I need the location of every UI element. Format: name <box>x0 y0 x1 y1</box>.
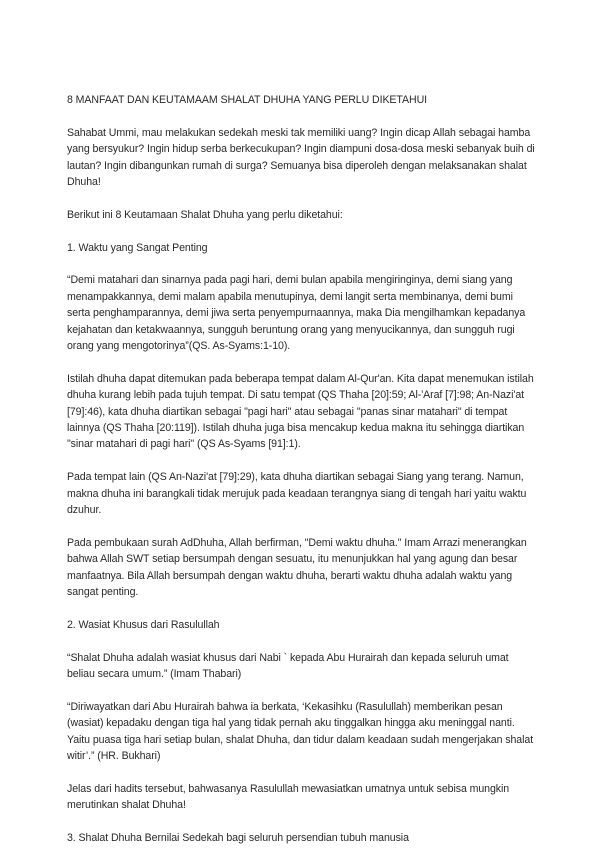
section-heading-3: 3. Shalat Dhuha Bernilai Sedekah bagi seluruh persendian tubuh manusia <box>67 832 409 845</box>
paragraph-conclusion: Jelas dari hadits tersebut, bahwasanya Rasulullah mewasiatkan umatnya untuk sebisa mungkin merutinkan shalat Dhuha! <box>67 782 510 812</box>
paragraph-pembukaan-surah: Pada pembukaan surah AdDhuha, Allah berfirman, "Demi waktu dhuha." Imam Arrazi menerangkan bahwa Allah SWT setiap bersumpah dengan sesuatu, itu menunjukkan hal yang agung dan besar manfaatnya. Bila Allah bersumpah dengan waktu dhuha, berarti waktu dhuha adalah waktu yang sangat penting. <box>67 536 527 599</box>
paragraph-intro: Sahabat Ummi, mau melakukan sedekah meski tak memiliki uang? Ingin dicap Allah sebagai hamba yang bersyukur? Ingin hidup serba berkecukupan? Ingin diampuni dosa-dosa meski sebanyak buih di lautan? Ingin dibangunkan rumah di surga? Semuanya bisa diperoleh dengan melaksanakan shalat Dhuha! <box>67 126 535 189</box>
document-title: 8 MANFAAT DAN KEUTAMAAM SHALAT DHUHA YANG PERLU DIKETAHUI <box>67 94 428 106</box>
paragraph-tempat-lain: Pada tempat lain (QS An-Nazi'at [79]:29), kata dhuha diartikan sebagai Siang yang terang. Namun, makna dhuha ini barangkali tidak merujuk pada keadaan terangnya siang di tengah hari yaitu waktu dzuhur. <box>67 471 527 517</box>
paragraph-quote-thabari: “Shalat Dhuha adalah wasiat khusus dari Nabi ` kepada Abu Hurairah dan kepada seluruh umat beliau secara umum.” (Imam Thabari) <box>67 651 509 681</box>
paragraph-list-intro: Berikut ini 8 Keutamaan Shalat Dhuha yang perlu diketahui: <box>67 208 343 221</box>
section-heading-1: 1. Waktu yang Sangat Penting <box>67 241 208 254</box>
document-body <box>67 92 537 863</box>
paragraph-istilah-dhuha: Istilah dhuha dapat ditemukan pada beberapa tempat dalam Al-Qur'an. Kita dapat menemukan istilah dhuha kurang lebih pada tujuh tempat. Di satu tempat (QS Thaha [20]:59; Al-'Araf [7]:98; An-Nazi'at [79]:46), kata dhuha diartikan sebagai "pagi hari" atau sebagai "panas sinar matahari" di tempat lainnya (QS Thaha [20:119]). Istilah dhuha juga bisa mencakup kedua makna itu sehingga diartikan "sinar matahari di pagi hari" (QS As-Syams [91]:1). <box>67 372 534 451</box>
paragraph-quote-bukhari: “Diriwayatkan dari Abu Hurairah bahwa ia berkata, ‘Kekasihku (Rasulullah) memberikan pesan (wasiat) kepadaku dengan tiga hal yang tidak pernah aku tinggalkan hingga aku meninggal nanti. Yaitu puasa tiga hari setiap bulan, shalat Dhuha, dan tidur dalam keadaan sudah mengerjakan shalat witir’.” (HR. Bukhari) <box>67 700 534 763</box>
section-heading-2: 2. Wasiat Khusus dari Rasulullah <box>67 618 220 631</box>
paragraph-quote-as-syams: “Demi matahari dan sinarnya pada pagi hari, demi bulan apabila mengiringinya, demi siang yang menampakkannya, demi malam apabila menutupinya, demi langit serta membinanya, demi bumi serta penghamparannya, demi jiwa serta penyempurnaannya, maka Dia mengilhamkan kepadanya kejahatan dan ketakwaannya, sungguh beruntung orang yang menyucikannya, dan sungguh rugi orang yang mengotorinya”(QS. As-Syams:1-10). <box>67 274 526 353</box>
